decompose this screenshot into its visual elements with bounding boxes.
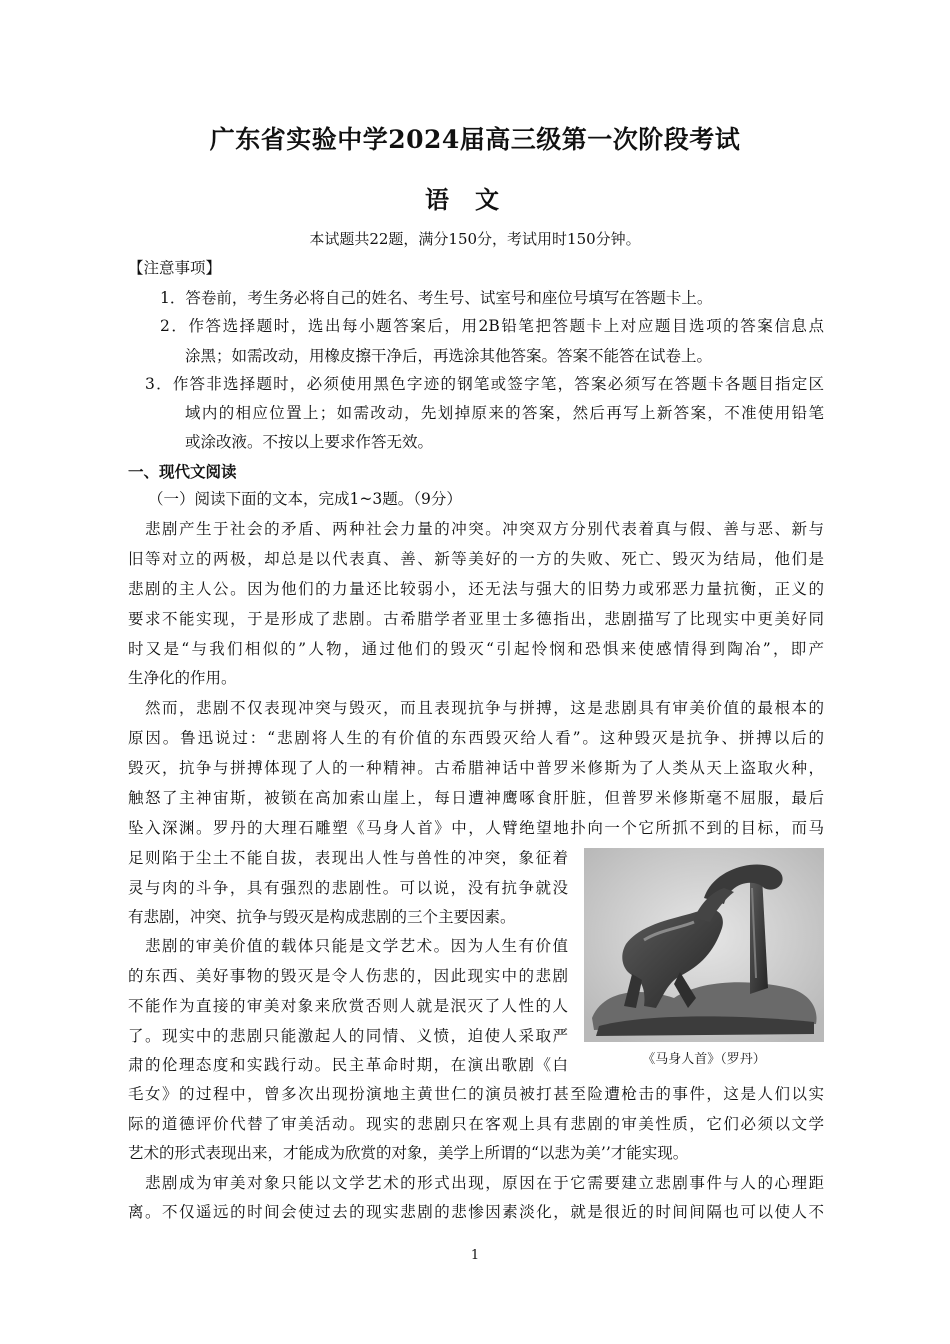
body-line: 触怒了主神宙斯，被锁在高加索山崖上，每日遭神鹰啄食肝脏，但普罗米修斯毫不屈服，最后 [128, 789, 824, 807]
note-item: 2．作答选择题时，选出每小题答案后，用2B铅笔把答题卡上对应题目选项的答案信息点 [160, 317, 824, 335]
note-item: 涂黑；如需改动，用橡皮擦干净后，再选涂其他答案。答案不能答在试卷上。 [185, 347, 713, 365]
body-line: 不能作为直接的审美对象来欣赏否则人就是泯灭了人性的人 [128, 997, 568, 1015]
notes-heading: 【注意事项】 [128, 259, 222, 277]
body-line: 原因。鲁迅说过：“悲剧将人生的有价值的东西毁灭给人看”。这种毁灭是抗争、拼搏以后的 [128, 729, 824, 747]
section-heading: 一、现代文阅读 [128, 462, 237, 481]
body-line: 生净化的作用。 [128, 669, 237, 687]
body-line: 旧等对立的两极，却总是以代表真、善、新等美好的一方的失败、死亡、毁灭为结局，他们是 [128, 550, 824, 568]
body-line: 悲剧成为审美对象只能以文学艺术的形式出现，原因在于它需要建立悲剧事件与人的心理距 [145, 1174, 824, 1192]
sculpture-image [584, 848, 824, 1042]
subject-title: 语文 [425, 185, 525, 214]
exam-info: 本试题共22题，满分150分，考试用时150分钟。 [309, 230, 641, 248]
body-line: 艺术的形式表现出来，才能成为欣赏的对象，美学上所谓的“以悲为美’’才能实现。 [128, 1144, 689, 1162]
figure-caption: 《马身人首》（罗丹） [642, 1052, 766, 1067]
body-line: 离。不仅遥远的时间会使过去的现实悲剧的悲惨因素淡化，就是很近的时间间隔也可以使人不 [128, 1203, 824, 1221]
body-line: 灵与肉的斗争，具有强烈的悲剧性。可以说，没有抗争就没 [128, 879, 568, 897]
body-line: 肃的伦理态度和实践行动。民主革命时期，在演出歌剧《白 [128, 1056, 568, 1074]
body-line: 际的道德评价代替了审美活动。现实的悲剧只在客观上具有悲剧的审美性质，它们必须以文学 [128, 1115, 824, 1133]
page-number: 1 [470, 1248, 480, 1263]
body-line: 悲剧的审美价值的载体只能是文学艺术。因为人生有价值 [145, 937, 568, 955]
note-item: 域内的相应位置上；如需改动，先划掉原来的答案，然后再写上新答案，不准使用铅笔 [185, 404, 824, 422]
note-item: 3．作答非选择题时，必须使用黑色字迹的钢笔或签字笔，答案必须写在答题卡各题目指定区 [145, 375, 824, 393]
body-line: 然而，悲剧不仅表现冲突与毁灭，而且表现抗争与拼搏，这是悲剧具有审美价值的最根本的 [145, 699, 824, 717]
body-line: 悲剧的主人公。因为他们的力量还比较弱小，还无法与强大的旧势力或邪恶力量抗衡，正义的 [128, 580, 824, 598]
body-line: 足则陷于尘土不能自拔，表现出人性与兽性的冲突，象征着 [128, 849, 568, 867]
sculpture-illustration [584, 848, 824, 1042]
body-line: 有悲剧，冲突、抗争与毁灭是构成悲剧的三个主要因素。 [128, 908, 516, 926]
note-item: 1．答卷前，考生务必将自己的姓名、考生号、试室号和座位号填写在答题卡上。 [160, 289, 713, 307]
exam-title: 广东省实验中学2024届高三级第一次阶段考试 [209, 125, 741, 154]
body-line: 悲剧产生于社会的矛盾、两种社会力量的冲突。冲突双方分别代表着真与假、善与恶、新与 [145, 520, 824, 538]
body-line: 坠入深渊。罗丹的大理石雕塑《马身人首》中，人臂绝望地扑向一个它所抓不到的目标，而马 [128, 819, 824, 837]
section-subheading: （一）阅读下面的文本，完成1~3题。（9分） [148, 490, 462, 508]
body-line: 的东西、美好事物的毁灭是令人伤悲的，因此现实中的悲剧 [128, 967, 568, 985]
body-line: 要求不能实现，于是形成了悲剧。古希腊学者亚里士多德指出，悲剧描写了比现实中更美好同 [128, 610, 824, 628]
body-line: 了。现实中的悲剧只能激起人的同情、义愤，迫使人采取严 [128, 1027, 568, 1045]
body-line: 毁灭，抗争与拼搏体现了人的一种精神。古希腊神话中普罗米修斯为了人类从天上盗取火种， [128, 759, 824, 777]
note-item: 或涂改液。不按以上要求作答无效。 [185, 433, 434, 451]
body-line: 时又是“与我们相似的”人物，通过他们的毁灭“引起怜悯和恐惧来使感情得到陶冶”，即产 [128, 640, 824, 658]
body-line: 毛女》的过程中，曾多次出现扮演地主黄世仁的演员被打甚至险遭枪击的事件，这是人们以实 [128, 1085, 824, 1103]
